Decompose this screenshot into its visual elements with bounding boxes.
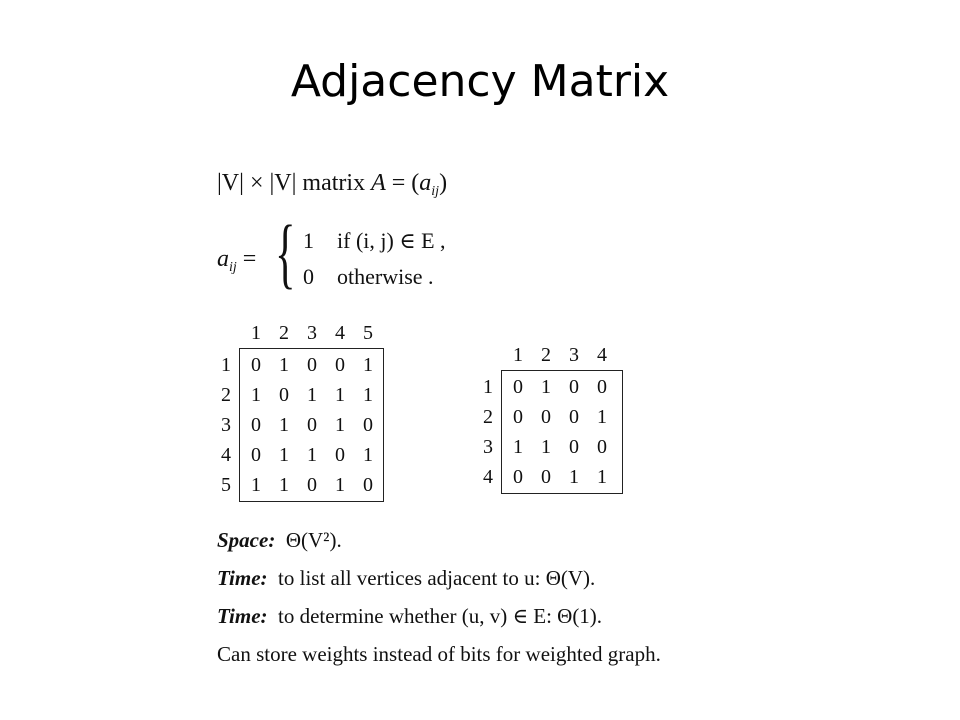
matrix-row-header: 1: [483, 376, 493, 398]
matrix-cell: 1: [279, 444, 289, 466]
matrix-cell: 0: [597, 376, 607, 398]
time-label: Time:: [217, 566, 268, 590]
entry-subscript: ij: [431, 184, 440, 199]
matrix-cell: 0: [597, 436, 607, 458]
matrix-cell: 1: [335, 474, 345, 496]
matrix-row-header: 2: [483, 406, 493, 428]
matrix-cell: 1: [251, 384, 261, 406]
matrix-cell: 0: [335, 444, 345, 466]
matrix-cell: 0: [279, 384, 289, 406]
matrix-row-header: 5: [221, 474, 231, 496]
matrix-cell: 0: [335, 354, 345, 376]
matrix-cell: 1: [541, 376, 551, 398]
matrix-cell: 1: [363, 384, 373, 406]
matrix-cell: 0: [541, 466, 551, 488]
matrix-cell: 1: [597, 406, 607, 428]
space-note: [217, 528, 342, 553]
matrix-cell: 0: [307, 354, 317, 376]
matrix-cell: 0: [569, 436, 579, 458]
matrix-cell: 1: [279, 414, 289, 436]
slide-title: Adjacency Matrix: [290, 56, 670, 107]
time-list-text: to list all vertices adjacent to u: Θ(V).: [278, 566, 596, 590]
case-two-value: 0: [303, 264, 314, 289]
matrix-cell: 0: [307, 474, 317, 496]
equals-open: = (: [385, 170, 420, 196]
case-one-value: 1: [303, 228, 314, 253]
time-label: Time:: [217, 604, 268, 628]
entry-definition: [217, 209, 517, 302]
matrix-cell: 0: [513, 466, 523, 488]
lhs-symbol: a: [217, 246, 229, 272]
matrix-cell: 0: [307, 414, 317, 436]
matrix-cell: 0: [569, 406, 579, 428]
matrix-cell: 1: [363, 354, 373, 376]
matrix-size-text: |V| × |V| matrix: [217, 170, 372, 196]
matrix-cell: 1: [335, 414, 345, 436]
matrix-column-header: 3: [307, 322, 317, 344]
weights-note: Can store weights instead of bits for weighted graph.: [217, 642, 661, 666]
case-one: [303, 228, 446, 254]
matrix-row-header: 2: [221, 384, 231, 406]
matrix-column-header: 1: [251, 322, 261, 344]
matrix-cell: 1: [279, 354, 289, 376]
matrix-column-header: 2: [541, 344, 551, 366]
adjacency-matrix-5x5: [214, 318, 404, 508]
matrix-cell: 1: [569, 466, 579, 488]
matrix-cell: 1: [251, 474, 261, 496]
matrix-cell: 1: [335, 384, 345, 406]
definition-lhs: [217, 246, 256, 276]
matrix-row-header: 4: [483, 466, 493, 488]
entry-symbol: a: [419, 170, 432, 196]
matrix-column-header: 4: [597, 344, 607, 366]
case-two-condition: otherwise .: [337, 264, 434, 289]
matrix-cell: 1: [597, 466, 607, 488]
case-two: [303, 264, 434, 290]
matrix-cell: 0: [363, 474, 373, 496]
matrix-row-header: 4: [221, 444, 231, 466]
matrix-cell: 0: [513, 406, 523, 428]
matrix-symbol: A: [371, 170, 386, 196]
matrix-cell: 1: [541, 436, 551, 458]
matrix-column-header: 4: [335, 322, 345, 344]
matrix-row-header: 3: [483, 436, 493, 458]
matrix-cell: 1: [307, 444, 317, 466]
space-label: Space:: [217, 528, 276, 552]
time-edge-text: to determine whether (u, v) ∈ E: Θ(1).: [278, 604, 603, 628]
matrix-column-header: 1: [513, 344, 523, 366]
case-one-condition: if (i, j) ∈ E ,: [337, 228, 446, 253]
lhs-subscript: ij: [229, 260, 237, 275]
matrix-cell: 0: [251, 414, 261, 436]
matrix-cell: 0: [251, 444, 261, 466]
matrix-cell: 0: [569, 376, 579, 398]
matrix-cell: 0: [513, 376, 523, 398]
matrix-cell: 1: [513, 436, 523, 458]
close-paren: ): [439, 170, 448, 196]
matrix-cell: 1: [363, 444, 373, 466]
matrix-cell: 0: [251, 354, 261, 376]
time-list-note: [217, 566, 595, 591]
matrix-cell: 0: [363, 414, 373, 436]
lhs-equals: =: [236, 246, 257, 272]
matrix-cell: 1: [307, 384, 317, 406]
adjacency-matrix-4x4: [476, 340, 636, 500]
matrix-row-header: 1: [221, 354, 231, 376]
matrix-definition-line: [217, 170, 447, 200]
matrix-column-header: 5: [363, 322, 373, 344]
space-value: Θ(V²).: [285, 528, 342, 552]
matrix-row-header: 3: [221, 414, 231, 436]
matrix-column-header: 2: [279, 322, 289, 344]
matrix-cell: 0: [541, 406, 551, 428]
time-edge-note: [217, 604, 602, 629]
matrix-column-header: 3: [569, 344, 579, 366]
curly-brace-icon: {: [275, 209, 296, 296]
matrix-cell: 1: [279, 474, 289, 496]
